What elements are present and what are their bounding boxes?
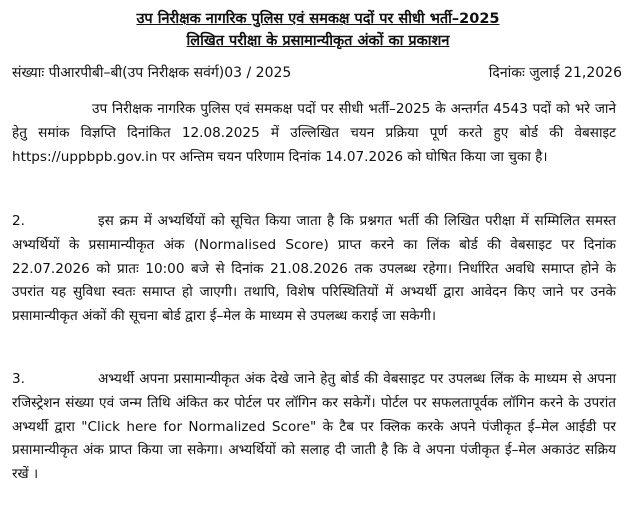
paragraph-2-number: 2. bbox=[12, 213, 25, 229]
reference-number: संख्याः पीआरपीबी–बी(उप निरीक्षक सवंर्ग)03 / 2025 bbox=[12, 65, 292, 81]
paragraph-2 bbox=[12, 210, 616, 329]
notice-title: उप निरीक्षक नागरिक पुलिस एवं समकक्ष पदों पर सीधी भर्ती–2025 bbox=[136, 11, 500, 27]
paragraph-1 bbox=[12, 98, 616, 169]
paragraph-3 bbox=[12, 368, 616, 487]
paragraph-1-text: उप निरीक्षक नागरिक पुलिस एवं समकक्ष पदों पर सीधी भर्ती–2025 के अन्तर्गत 4543 पदों को भरे जाने हेतु समांक विज्ञप्ति दिनांकित 12.08.2025 में उल्लिखित चयन प्रक्रिया पूर्ण करते हुए बोर्ड की वेबसाइट https://uppbpb.gov.in पर अन्तिम चयन परिणाम दिनांक 14.07.2026 को घोषित किया जा चुका है। bbox=[12, 101, 616, 165]
notice-date: दिनांकः जुलाई 21,2026 bbox=[488, 65, 622, 81]
paragraph-3-number: 3. bbox=[12, 371, 25, 387]
notice-subtitle: लिखित परीक्षा के प्रसामान्यीकृत अंकों का प्रकाशन bbox=[186, 33, 450, 49]
paragraph-2-text: इस क्रम में अभ्यर्थियों को सूचित किया जाता है कि प्रश्नगत भर्ती की लिखित परीक्षा में सम्मिलित समस्त अभ्यर्थियों के प्रसामान्यीकृत अंक (Normalised Score) प्राप्त करने का लिंक बोर्ड की वेबसाइट पर दिनांक 22.07.2026 को प्रातः 10:00 बजे से दिनांक 21.08.2026 तक उपलब्ध रहेगा। निर्धारित अवधि समाप्त होने के उपरांत यह सुविधा स्वतः समाप्त हो जाएगी। तथापि, विशेष परिस्थितियों में अभ्यर्थी द्वारा आवेदन किए जाने पर उनके प्रसामान्यीकृत अंकों की सूचना बोर्ड द्वारा ई–मेल के माध्यम से उपलब्ध कराई जा सकेगी। bbox=[12, 213, 616, 325]
paragraph-3-text: अभ्यर्थी अपना प्रसामान्यीकृत अंक देखे जाने हेतु बोर्ड की वेबसाइट पर उपलब्ध लिंक के माध्यम से अपना रजिस्ट्रेशन संख्या एवं जन्म तिथि अंकित कर पोर्टल पर लॉगिन कर सकेगें। पोर्टल पर सफलतापूर्वक लॉगिन करने के उपरांत अभ्यर्थी द्वारा "Click here for Normalized Score" के टैब पर क्लिक करके अपने पंजीकृत ई–मेल आईडी पर प्रसामान्यीकृत अंक प्राप्त किया जा सकेगा। अभ्यर्थियों को सलाह दी जाती है कि वे अपना पंजीकृत ई–मेल अकाउंट सक्रिय रखें । bbox=[12, 371, 616, 483]
